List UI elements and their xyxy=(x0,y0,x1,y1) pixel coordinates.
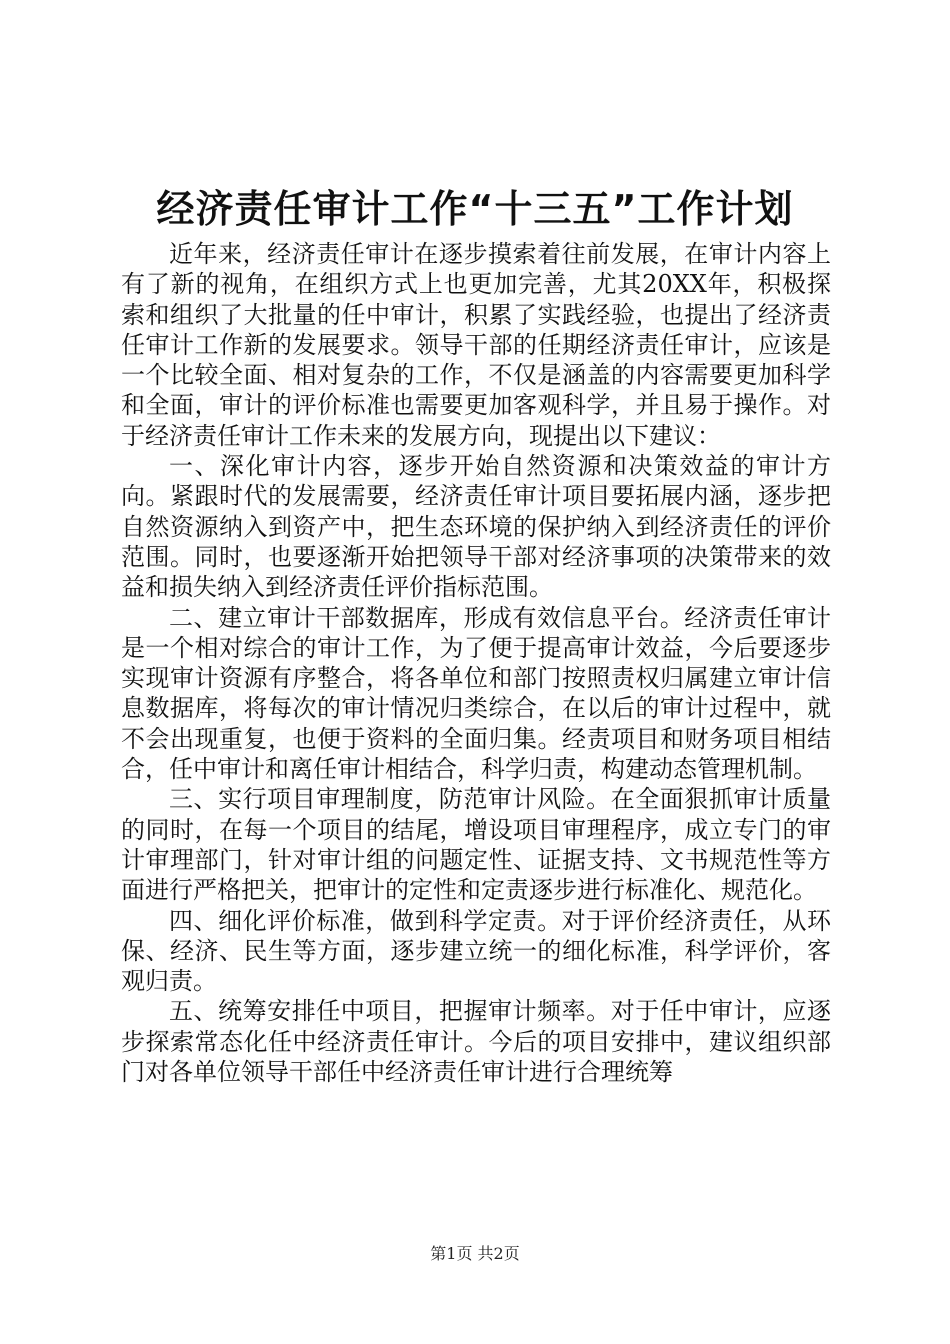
paragraph-intro: 近年来，经济责任审计在逐步摸索着往前发展，在审计内容上有了新的视角，在组织方式上也更加完善，尤其20XX年，积极探索和组织了大批量的任中审计，积累了实践经验，也提出了经济责任审计工作新的发展要求。领导干部的任期经济责任审计，应该是一个比较全面、相对复杂的工作，不仅是涵盖的内容需要更加科学和全面，审计的评价标准也需要更加客观科学，并且易于操作。对于经济责任审计工作未来的发展方向，现提出以下建议： xyxy=(121,240,831,450)
paragraph-item-4: 四、细化评价标准，做到科学定责。对于评价经济责任，从环保、经济、民生等方面，逐步建立统一的细化标准，科学评价，客观归责。 xyxy=(121,906,831,996)
document-body xyxy=(121,239,831,1087)
paragraph-item-1: 一、深化审计内容，逐步开始自然资源和决策效益的审计方向。紧跟时代的发展需要，经济责任审计项目要拓展内涵，逐步把自然资源纳入到资产中，把生态环境的保护纳入到经济责任的评价范围。同时，也要逐渐开始把领导干部对经济事项的决策带来的效益和损失纳入到经济责任评价指标范围。 xyxy=(121,452,831,602)
page-footer: 第1页 共2页 xyxy=(430,1244,520,1263)
document-title: 经济责任审计工作“十三五”工作计划 xyxy=(156,187,794,231)
paragraph-item-2: 二、建立审计干部数据库，形成有效信息平台。经济责任审计是一个相对综合的审计工作，为了便于提高审计效益，今后要逐步实现审计资源有序整合，将各单位和部门按照责权归属建立审计信息数据库，将每次的审计情况归类综合，在以后的审计过程中，就不会出现重复，也便于资料的全面归集。经责项目和财务项目相结合，任中审计和离任审计相结合，科学归责，构建动态管理机制。 xyxy=(121,603,831,784)
paragraph-item-5: 五、统筹安排任中项目，把握审计频率。对于任中审计，应逐步探索常态化任中经济责任审计。今后的项目安排中，建议组织部门对各单位领导干部任中经济责任审计进行合理统筹 xyxy=(121,997,831,1087)
paragraph-item-3: 三、实行项目审理制度，防范审计风险。在全面狠抓审计质量的同时，在每一个项目的结尾，增设项目审理程序，成立专门的审计审理部门，针对审计组的问题定性、证据支持、文书规范性等方面进行严格把关，把审计的定性和定责逐步进行标准化、规范化。 xyxy=(121,785,831,905)
